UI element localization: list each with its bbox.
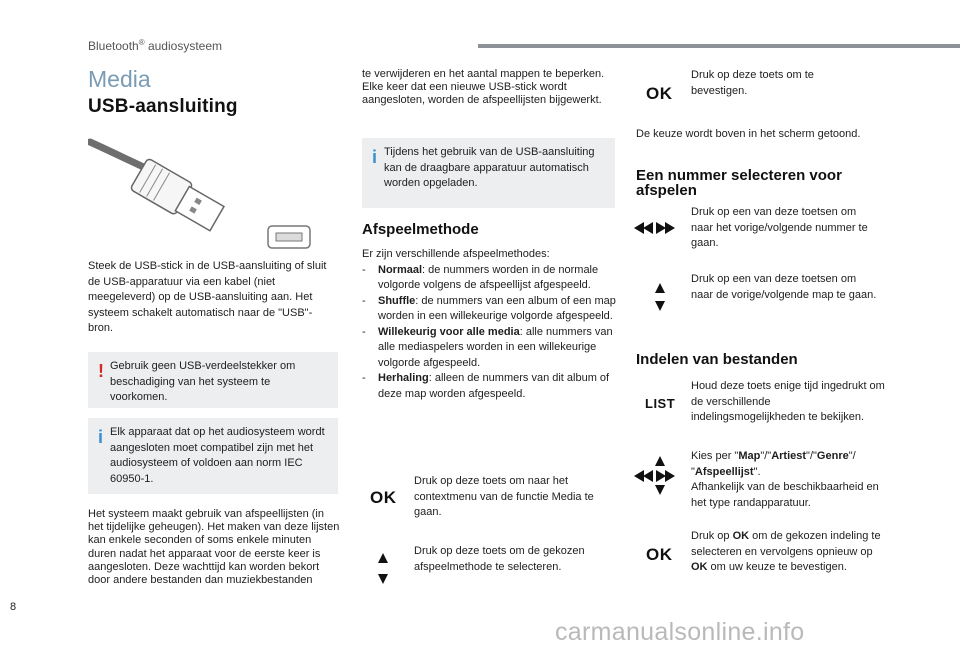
- previous-icon: [643, 222, 653, 234]
- sort-choice-text: Kies per "Map"/"Artiest"/"Genre"/ "Afspeellijst". Afhankelijk van de beschikbaarheid en het type randapparatuur.: [691, 450, 879, 509]
- warning-text: Gebruik geen USB-verdeelstekker om beschadiging van het systeem te voorkomen.: [110, 360, 296, 403]
- ok-media-text: Druk op deze toets om naar het contextmenu van de functie Media te gaan.: [414, 475, 594, 518]
- warning-box: [88, 352, 338, 408]
- info-text: Elk apparaat dat op het audiosysteem wordt aangesloten moet compatibel zijn met het audiosysteem of voldoen aan norm IEC 60950-1.: [110, 426, 325, 485]
- header-bar: [478, 44, 960, 48]
- list-item: - Normaal: de nummers worden in de normale volgorde volgens de afspeellijst afgespeeld.: [362, 263, 599, 291]
- arrow-down-icon: [655, 485, 665, 495]
- ok-button-icon: OK: [646, 84, 673, 103]
- playback-mode-heading: Afspeelmethode: [362, 221, 479, 238]
- charging-info-box: [362, 138, 615, 208]
- arrow-up-icon: [655, 283, 665, 293]
- leftright-track-text: Druk op een van deze toetsen om naar het vorige/volgende nummer te gaan.: [691, 206, 868, 249]
- usb-stick-illustration: [88, 130, 320, 252]
- playlist-text-cont: te verwijderen en het aantal mappen te beperken. Elke keer dat een nieuwe USB-stick wordt aangesloten, worden de afspeellijsten bijgewerkt.: [362, 68, 605, 107]
- confirm-note: De keuze wordt boven in het scherm getoond.: [636, 128, 861, 140]
- list-item: - Herhaling: alleen de nummers van dit album of deze map worden afgespeeld.: [362, 372, 610, 400]
- section-title: Media: [88, 66, 151, 92]
- arrow-up-icon: [378, 553, 388, 563]
- ok-sort-text: Druk op OK om de gekozen indeling te selecteren en vervolgens opnieuw op OK om uw keuze te bevestigen.: [691, 530, 881, 573]
- playlist-text: Het systeem maakt gebruik van afspeellijsten (in het tijdelijke geheugen). Het maken van deze lijsten kan enkele seconden of soms enkele minuten duren nadat het apparaat voor de eerste keer is aangesloten. Deze wachttijd kan worden bekort door andere bestanden dan muziekbestanden: [88, 508, 340, 587]
- running-header: Bluetooth® audiosysteem: [88, 38, 222, 53]
- info-icon: i: [372, 147, 378, 167]
- page-number: 8: [10, 601, 17, 613]
- ok-confirm-text: Druk op deze toets om te bevestigen.: [691, 69, 814, 97]
- updown-mode-text: Druk op deze toets om de gekozen afspeelmethode te selecteren.: [414, 545, 585, 573]
- list-item: - Willekeurig voor alle media: alle nummers van alle mediaspelers worden in een willekeurige volgorde afgespeeld.: [362, 325, 613, 369]
- warning-icon: !: [98, 361, 104, 381]
- ok-button-icon: OK: [370, 488, 397, 507]
- info-icon: i: [98, 427, 104, 447]
- next-icon: [665, 470, 675, 482]
- sort-files-heading: Indelen van bestanden: [636, 351, 798, 368]
- watermark: carmanualsonline.info: [555, 618, 805, 646]
- arrow-down-icon: [378, 574, 388, 584]
- arrow-up-icon: [655, 456, 665, 466]
- list-button-icon: LIST: [645, 396, 676, 411]
- charging-info-text: Tijdens het gebruik van de USB-aansluiting kan de draagbare apparatuur automatisch worden opgeladen.: [384, 146, 595, 189]
- usb-heading: USB-aansluiting: [88, 96, 238, 117]
- previous-icon: [643, 470, 653, 482]
- arrow-down-icon: [655, 301, 665, 311]
- playback-mode-intro: Er zijn verschillende afspeelmethodes:: [362, 248, 550, 260]
- updown-folder-text: Druk op een van deze toetsen om naar de vorige/volgende map te gaan.: [691, 273, 877, 301]
- list-text: Houd deze toets enige tijd ingedrukt om de verschillende indelingsmogelijkheden te bekijken.: [691, 380, 885, 423]
- next-icon: [665, 222, 675, 234]
- select-track-heading: Een nummer selecteren voor afspelen: [636, 167, 842, 199]
- list-item: - Shuffle: de nummers van een album of een map worden in een willekeurige volgorde afgespeeld.: [362, 294, 616, 322]
- ok-button-icon: OK: [646, 545, 673, 564]
- usb-intro-text: Steek de USB-stick in de USB-aansluiting of sluit de USB-apparatuur via een kabel (niet meegeleverd) op de USB-aansluiting aan. Het systeem schakelt automatisch naar de "USB"-bron.: [88, 260, 327, 334]
- playback-mode-list: [362, 247, 618, 402]
- info-box: [88, 418, 338, 494]
